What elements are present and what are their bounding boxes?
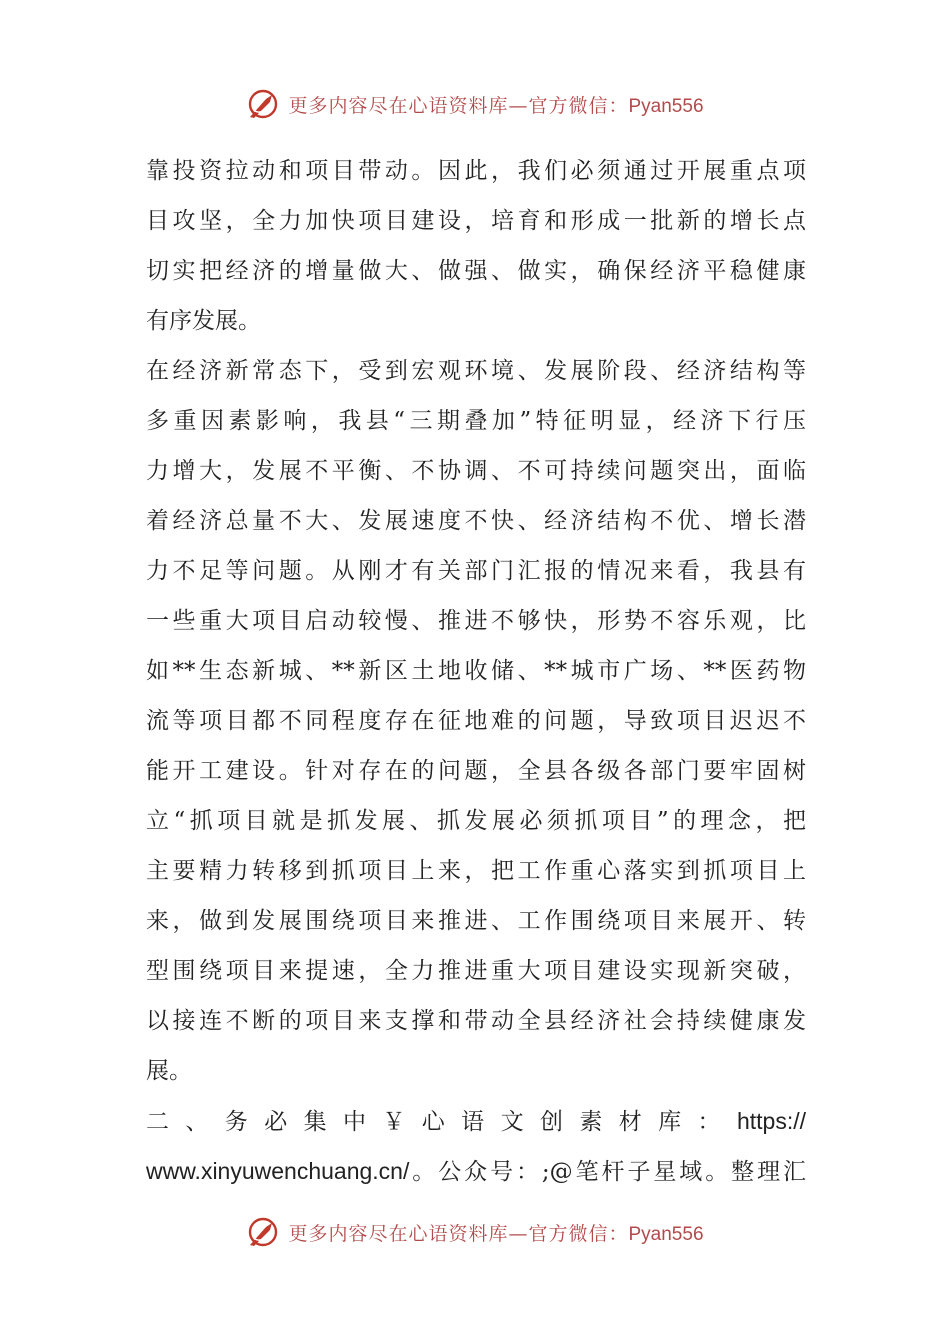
body-line: 着经济总量不大、发展速度不快、经济结构不优、增长潜 — [146, 508, 806, 534]
section-heading-line — [146, 1146, 806, 1196]
banner-wechat-id: Pyan556 — [628, 1223, 704, 1245]
body-line: 一些重大项目启动较慢、推进不够快，形势不容乐观，比 — [146, 608, 806, 634]
section-heading-line — [146, 1096, 806, 1146]
body-line: 以接连不断的项目来支撑和带动全县经济社会持续健康发 — [146, 1008, 806, 1034]
body-line: 能开工建设。针对存在的问题，全县各级各部门要牢固树 — [146, 758, 806, 784]
pen-logo-icon — [246, 87, 282, 121]
body-line: 多重因素影响，我县“三期叠加”特征明显，经济下行压 — [146, 408, 806, 434]
body-line: 在经济新常态下，受到宏观环境、发展阶段、经济结构等 — [146, 358, 806, 384]
section-heading-label: 二、务必集中￥心语文创素材库： — [146, 1109, 737, 1135]
body-line: 如**生态新城、**新区土地收储、**城市广场、**医药物 — [146, 658, 806, 684]
banner-label: 更多内容尽在心语资料库—官方微信： — [288, 94, 629, 117]
body-line: 有序发展。 — [146, 308, 261, 334]
body-line: 切实把经济的增量做大、做强、做实，确保经济平稳健康 — [146, 258, 806, 284]
banner-text — [288, 1219, 703, 1246]
body-line: 立“抓项目就是抓发展、抓发展必须抓项目”的理念，把 — [146, 808, 806, 834]
banner-wechat-id: Pyan556 — [628, 95, 704, 117]
body-line: 力不足等问题。从刚才有关部门汇报的情况来看，我县有 — [146, 558, 806, 584]
body-line: 来，做到发展围绕项目来推进、工作围绕项目来展开、转 — [146, 908, 806, 934]
body-line: 流等项目都不同程度存在征地难的问题，导致项目迟迟不 — [146, 708, 806, 734]
header-watermark-banner — [0, 84, 950, 124]
body-line: 主要精力转移到抓项目上来，把工作重心落实到抓项目上 — [146, 858, 806, 884]
document-body — [146, 146, 806, 1196]
body-line: 力增大，发展不平衡、不协调、不可持续问题突出，面临 — [146, 458, 806, 484]
footer-watermark-banner — [0, 1212, 950, 1252]
section-heading-continued: 。公众号：;@笔杆子星域。整理汇 — [409, 1159, 806, 1185]
section-heading-url-end: www.xinyuwenchuang.cn/ — [146, 1158, 410, 1184]
pen-logo-icon — [246, 1215, 282, 1249]
body-line: 型围绕项目来提速，全力推进重大项目建设实现新突破， — [146, 958, 806, 984]
banner-label: 更多内容尽在心语资料库—官方微信： — [288, 1222, 629, 1245]
banner-text — [288, 91, 703, 118]
body-line: 目攻坚，全力加快项目建设，培育和形成一批新的增长点 — [146, 208, 806, 234]
body-line: 展。 — [146, 1058, 192, 1084]
section-heading-url-start: https:// — [736, 1108, 806, 1134]
body-line: 靠投资拉动和项目带动。因此，我们必须通过开展重点项 — [146, 158, 806, 184]
